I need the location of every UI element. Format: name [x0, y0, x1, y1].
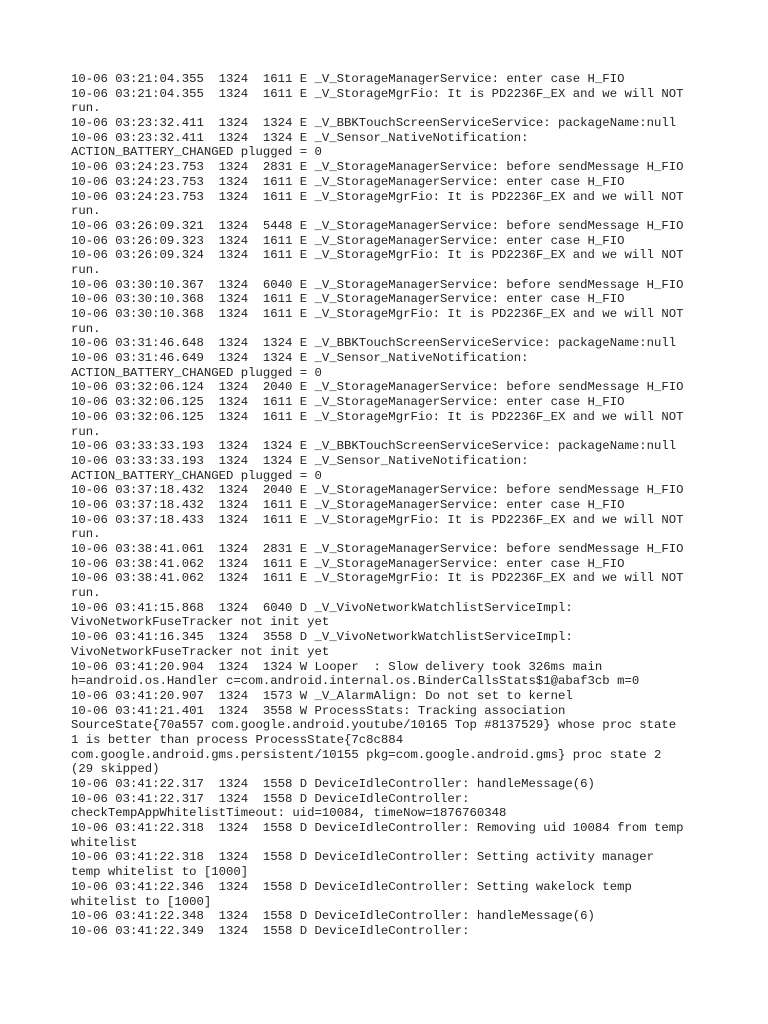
- log-line: h=android.os.Handler c=com.android.internal.os.BinderCallsStats$1@abaf3cb m=0: [71, 674, 640, 689]
- log-line: 10-06 03:26:09.324 1324 1611 E _V_StorageMgrFio: It is PD2236F_EX and we will NOT: [71, 248, 684, 263]
- log-line: run.: [71, 527, 101, 542]
- log-line: 10-06 03:37:18.432 1324 2040 E _V_StorageManagerService: before sendMessage H_FIO: [71, 483, 684, 498]
- log-line: 10-06 03:41:22.346 1324 1558 D DeviceIdleController: Setting wakelock temp: [71, 879, 632, 894]
- log-line: VivoNetworkFuseTracker not init yet: [71, 615, 330, 630]
- log-line: 10-06 03:41:22.318 1324 1558 D DeviceIdleController: Removing uid 10084 from temp: [71, 821, 684, 836]
- log-line: 10-06 03:23:32.411 1324 1324 E _V_Sensor_NativeNotification:: [71, 130, 529, 145]
- log-line: 10-06 03:38:41.062 1324 1611 E _V_StorageMgrFio: It is PD2236F_EX and we will NOT: [71, 571, 684, 586]
- log-line: 10-06 03:41:22.317 1324 1558 D DeviceIdleController: handleMessage(6): [71, 777, 595, 791]
- log-line: run.: [71, 424, 101, 439]
- log-line: 10-06 03:33:33.193 1324 1324 E _V_BBKTouchScreenServiceService: packageName:null: [71, 439, 677, 454]
- log-line: ACTION_BATTERY_CHANGED plugged = 0: [71, 145, 322, 160]
- log-line: run.: [71, 101, 101, 116]
- log-line: 10-06 03:37:18.433 1324 1611 E _V_StorageMgrFio: It is PD2236F_EX and we will NOT: [71, 512, 684, 527]
- log-text-block: [71, 72, 731, 939]
- log-line: 10-06 03:41:16.345 1324 3558 D _V_VivoNetworkWatchlistServiceImpl:: [71, 630, 573, 645]
- log-line: 10-06 03:30:10.368 1324 1611 E _V_StorageMgrFio: It is PD2236F_EX and we will NOT: [71, 307, 684, 321]
- log-line: 10-06 03:31:46.648 1324 1324 E _V_BBKTouchScreenServiceService: packageName:null: [71, 336, 677, 351]
- log-line: temp whitelist to [1000]: [71, 865, 249, 880]
- log-line: 10-06 03:21:04.355 1324 1611 E _V_StorageManagerService: enter case H_FIO: [71, 72, 625, 86]
- log-line: whitelist to [1000]: [71, 894, 212, 909]
- log-line: run.: [71, 262, 101, 277]
- log-line: ACTION_BATTERY_CHANGED plugged = 0: [71, 468, 322, 483]
- log-line: 10-06 03:24:23.753 1324 1611 E _V_StorageManagerService: enter case H_FIO: [71, 174, 625, 189]
- log-line: 10-06 03:23:32.411 1324 1324 E _V_BBKTouchScreenServiceService: packageName:null: [71, 116, 677, 131]
- log-line: run.: [71, 204, 101, 219]
- log-line: 1 is better than process ProcessState{7c8c884: [71, 732, 404, 747]
- log-line: VivoNetworkFuseTracker not init yet: [71, 644, 330, 659]
- log-line: 10-06 03:41:22.348 1324 1558 D DeviceIdleController: handleMessage(6): [71, 909, 595, 924]
- log-line: 10-06 03:41:15.868 1324 6040 D _V_VivoNetworkWatchlistServiceImpl:: [71, 600, 573, 615]
- log-line: 10-06 03:30:10.367 1324 6040 E _V_StorageManagerService: before sendMessage H_FIO: [71, 277, 684, 292]
- log-line: 10-06 03:41:20.907 1324 1573 W _V_AlarmAlign: Do not set to kernel: [71, 688, 573, 703]
- log-line: 10-06 03:33:33.193 1324 1324 E _V_Sensor_NativeNotification:: [71, 453, 529, 468]
- log-line: com.google.android.gms.persistent/10155 pkg=com.google.android.gms} proc state 2: [71, 747, 662, 762]
- log-line: 10-06 03:38:41.061 1324 2831 E _V_StorageManagerService: before sendMessage H_FIO: [71, 542, 684, 556]
- log-line: 10-06 03:41:21.401 1324 3558 W ProcessStats: Tracking association: [71, 703, 566, 718]
- log-line: 10-06 03:41:20.904 1324 1324 W Looper : Slow delivery took 326ms main: [71, 659, 603, 674]
- log-line: 10-06 03:26:09.323 1324 1611 E _V_StorageManagerService: enter case H_FIO: [71, 233, 625, 248]
- log-line: 10-06 03:26:09.321 1324 5448 E _V_StorageManagerService: before sendMessage H_FIO: [71, 218, 684, 233]
- log-line: 10-06 03:24:23.753 1324 1611 E _V_StorageMgrFio: It is PD2236F_EX and we will NOT: [71, 189, 684, 204]
- log-line: 10-06 03:21:04.355 1324 1611 E _V_StorageMgrFio: It is PD2236F_EX and we will NOT: [71, 86, 684, 101]
- log-line: (29 skipped): [71, 762, 160, 777]
- log-line: checkTempAppWhitelistTimeout: uid=10084, timeNow=1876760348: [71, 806, 507, 821]
- log-line: run.: [71, 586, 101, 601]
- log-line: whitelist: [71, 835, 138, 850]
- log-line: ACTION_BATTERY_CHANGED plugged = 0: [71, 365, 322, 380]
- log-line: 10-06 03:30:10.368 1324 1611 E _V_StorageManagerService: enter case H_FIO: [71, 292, 625, 307]
- log-line: 10-06 03:41:22.349 1324 1558 D DeviceIdleController:: [71, 923, 470, 938]
- log-line: 10-06 03:41:22.317 1324 1558 D DeviceIdleController:: [71, 791, 470, 806]
- log-line: 10-06 03:32:06.124 1324 2040 E _V_StorageManagerService: before sendMessage H_FIO: [71, 380, 684, 395]
- log-line: run.: [71, 321, 101, 336]
- log-line: 10-06 03:38:41.062 1324 1611 E _V_StorageManagerService: enter case H_FIO: [71, 556, 625, 571]
- log-line: 10-06 03:37:18.432 1324 1611 E _V_StorageManagerService: enter case H_FIO: [71, 497, 625, 512]
- log-line: 10-06 03:41:22.318 1324 1558 D DeviceIdleController: Setting activity manager: [71, 850, 654, 865]
- log-line: SourceState{70a557 com.google.android.youtube/10165 Top #8137529} whose proc state: [71, 718, 677, 733]
- log-line: 10-06 03:24:23.753 1324 2831 E _V_StorageManagerService: before sendMessage H_FIO: [71, 160, 684, 175]
- log-line: 10-06 03:32:06.125 1324 1611 E _V_StorageManagerService: enter case H_FIO: [71, 395, 625, 410]
- log-line: 10-06 03:32:06.125 1324 1611 E _V_StorageMgrFio: It is PD2236F_EX and we will NOT: [71, 409, 684, 424]
- log-line: 10-06 03:31:46.649 1324 1324 E _V_Sensor_NativeNotification:: [71, 351, 529, 366]
